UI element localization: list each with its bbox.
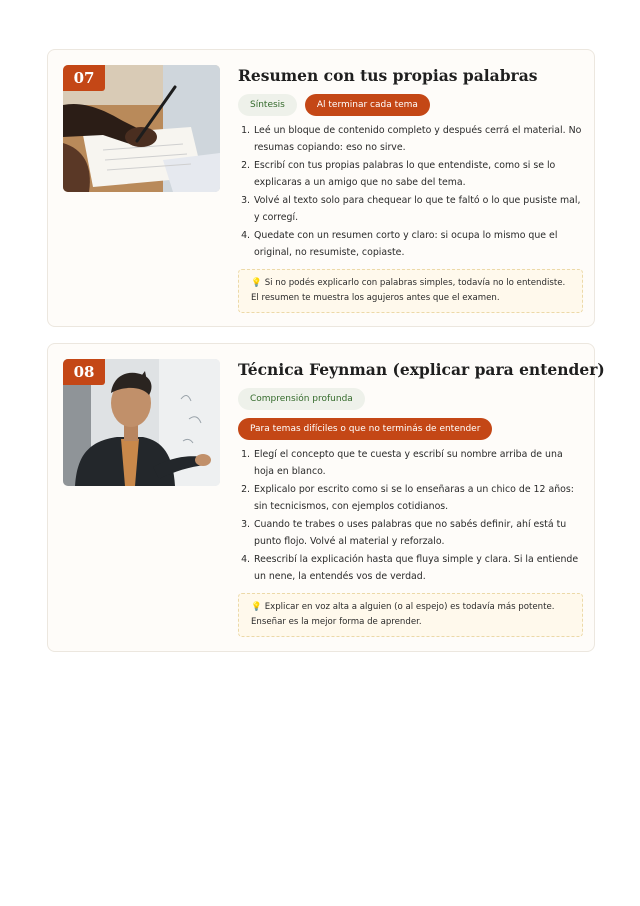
lightbulb-icon: 💡	[251, 278, 262, 288]
steps-list	[238, 123, 583, 261]
lightbulb-icon: 💡	[251, 602, 262, 612]
tag-category: Comprensión profunda	[238, 388, 365, 410]
technique-number-badge: 07	[63, 65, 105, 91]
technique-card	[47, 49, 595, 327]
tip-text: Si no podés explicarlo con palabras simples, todavía no lo entendiste. El resumen te muestra los agujeros antes que el examen.	[251, 278, 566, 303]
technique-title: Técnica Feynman (explicar para entender)	[238, 360, 605, 379]
technique-number-badge: 08	[63, 359, 105, 385]
technique-card	[47, 343, 605, 652]
man-explaining-at-whiteboard-photo	[63, 359, 220, 486]
hands-writing-notes-photo	[63, 65, 220, 192]
technique-content	[238, 64, 583, 313]
tip-box	[238, 269, 583, 313]
technique-title: Resumen con tus propias palabras	[238, 66, 538, 85]
technique-content	[238, 358, 605, 637]
tag-when: Al terminar cada tema	[305, 94, 430, 116]
step-item: 4. Reescribí la explicación hasta que fluya simple y clara. Si la entiende un nene, la entendés vos de verdad.	[253, 552, 583, 585]
steps-list	[238, 447, 583, 585]
tag-list	[238, 388, 583, 440]
step-item: 4. Quedate con un resumen corto y claro: si ocupa lo mismo que el original, no resumiste, copiaste.	[253, 228, 583, 261]
step-item: 1. Elegí el concepto que te cuesta y escribí su nombre arriba de una hoja en blanco.	[253, 447, 583, 480]
step-item: 2. Explicalo por escrito como si se lo enseñaras a un chico de 12 años: sin tecnicismos, con ejemplos cotidianos.	[253, 482, 583, 515]
tag-category: Síntesis	[238, 94, 297, 116]
tip-box	[238, 593, 583, 637]
tag-when: Para temas difíciles o que no terminás de entender	[238, 418, 492, 440]
tag-list	[238, 94, 583, 116]
step-item: 1. Leé un bloque de contenido completo y después cerrá el material. No resumas copiando: eso no sirve.	[253, 123, 583, 156]
step-item: 3. Cuando te trabes o uses palabras que no sabés definir, ahí está tu punto flojo. Volvé al material y reforzalo.	[253, 517, 583, 550]
step-item: 3. Volvé al texto solo para chequear lo que te faltó o lo que pusiste mal, y corregí.	[253, 193, 583, 226]
tip-text: Explicar en voz alta a alguien (o al espejo) es todavía más potente. Enseñar es la mejor forma de aprender.	[251, 602, 555, 627]
step-item: 2. Escribí con tus propias palabras lo que entendiste, como si se lo explicaras a un amigo que no sabe del tema.	[253, 158, 583, 191]
